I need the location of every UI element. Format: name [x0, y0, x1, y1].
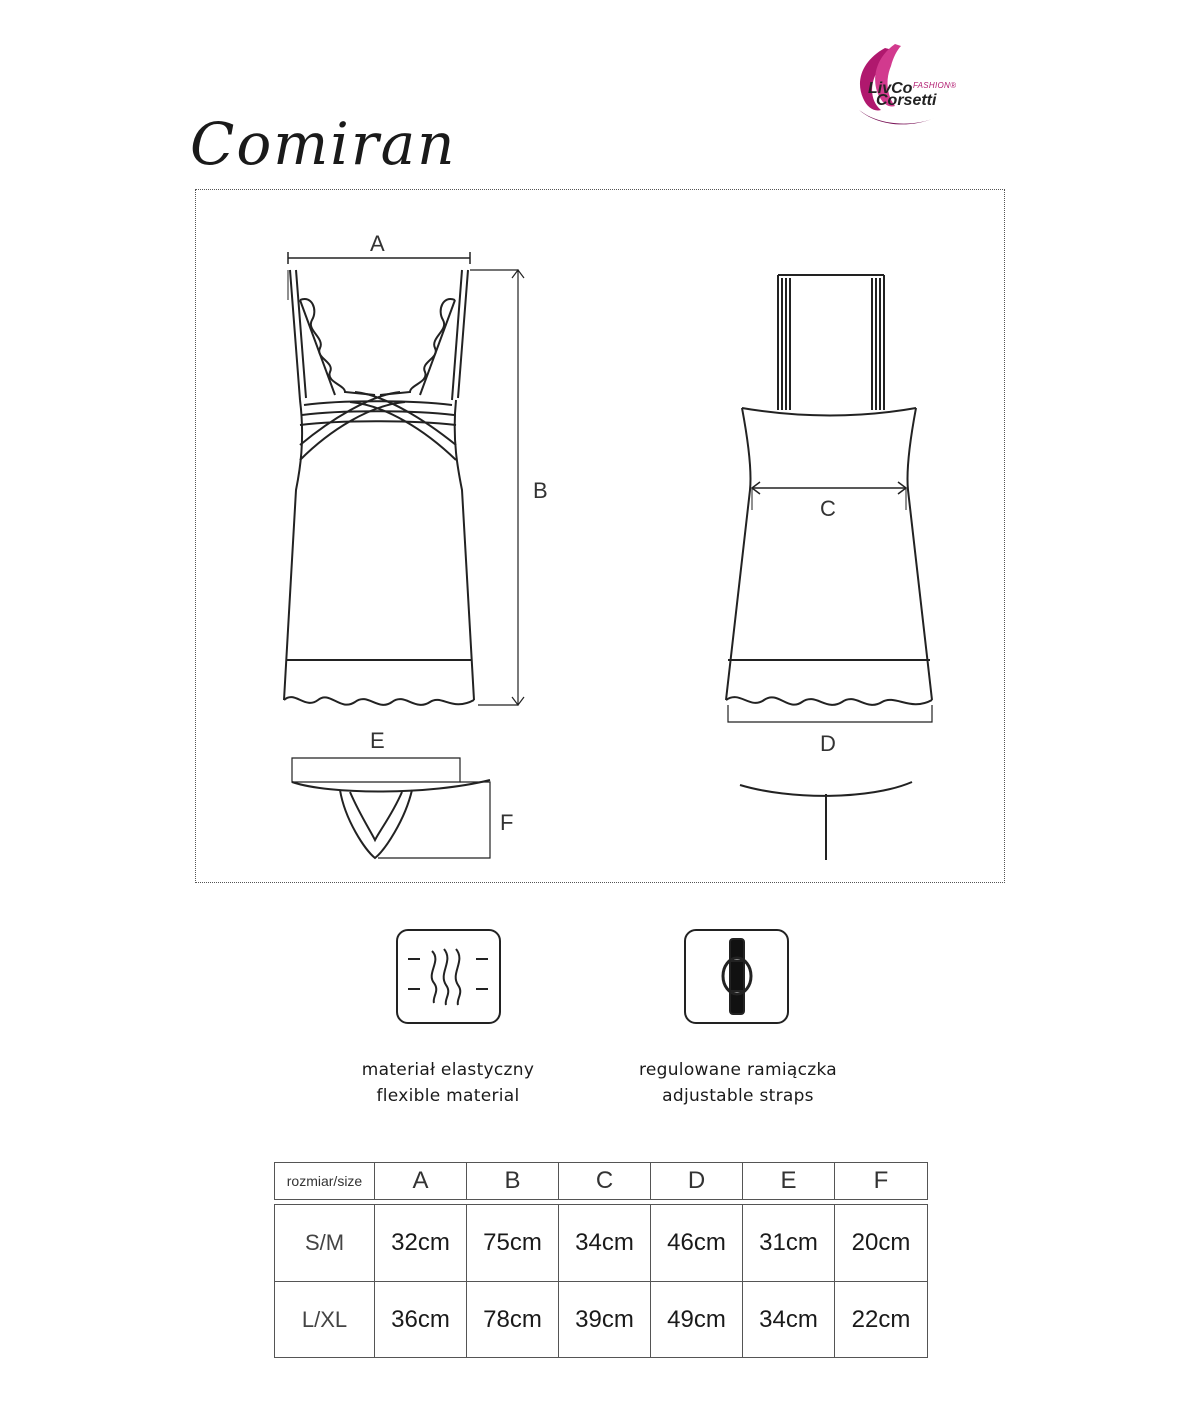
table-cell: 78cm	[467, 1282, 559, 1357]
front-chemise-drawing	[284, 252, 524, 705]
size-table-header	[274, 1162, 928, 1200]
dimension-label-d: D	[820, 731, 836, 756]
table-cell: 39cm	[559, 1282, 651, 1357]
dimension-label-f: F	[500, 810, 514, 835]
size-name: L/XL	[275, 1282, 375, 1357]
front-thong-drawing	[292, 758, 490, 858]
table-row	[275, 1205, 927, 1281]
column-header-d: D	[651, 1163, 743, 1199]
feature-label-pl: materiał elastyczny	[361, 1060, 535, 1080]
table-cell: 22cm	[851, 1305, 911, 1333]
table-cell: 32cm	[375, 1205, 467, 1281]
size-table-body	[274, 1204, 928, 1358]
column-header-a: A	[375, 1163, 467, 1199]
dimension-label-b: B	[533, 478, 548, 503]
table-cell: 20cm	[851, 1229, 911, 1256]
feature-caption-straps	[600, 1057, 876, 1109]
product-title: Comiran	[190, 110, 457, 178]
table-cell: 34cm	[559, 1205, 651, 1281]
table-cell: 49cm	[651, 1282, 743, 1357]
size-name: S/M	[275, 1205, 375, 1281]
logo-livco-text: LivCo	[868, 80, 913, 97]
size-column-header: rozmiar/size	[275, 1163, 375, 1199]
back-chemise-drawing	[726, 275, 932, 860]
logo-fashion-text: FASHION®	[913, 81, 957, 90]
dimension-label-c: C	[820, 496, 836, 521]
dimension-label-e: E	[370, 728, 385, 753]
dimension-label-a: A	[370, 231, 385, 256]
table-cell: 34cm	[743, 1282, 835, 1357]
table-cell: 75cm	[467, 1205, 559, 1281]
stretch-fabric-icon	[396, 929, 501, 1024]
adjustable-strap-icon	[684, 929, 789, 1024]
feature-label-en: flexible material	[376, 1086, 520, 1106]
column-header-f: F	[873, 1167, 889, 1194]
table-cell: 36cm	[375, 1282, 467, 1357]
feature-caption-stretch	[320, 1057, 576, 1109]
table-cell: 46cm	[651, 1205, 743, 1281]
table-row	[275, 1281, 927, 1357]
feature-label-pl: regulowane ramiączka	[638, 1060, 838, 1080]
column-header-e: E	[743, 1163, 835, 1199]
column-header-b: B	[467, 1163, 559, 1199]
feature-label-en: adjustable straps	[662, 1086, 814, 1106]
table-cell: 31cm	[743, 1205, 835, 1281]
column-header-c: C	[559, 1163, 651, 1199]
logo-corsetti-text: Corsetti	[876, 92, 937, 109]
size-table	[274, 1162, 928, 1358]
